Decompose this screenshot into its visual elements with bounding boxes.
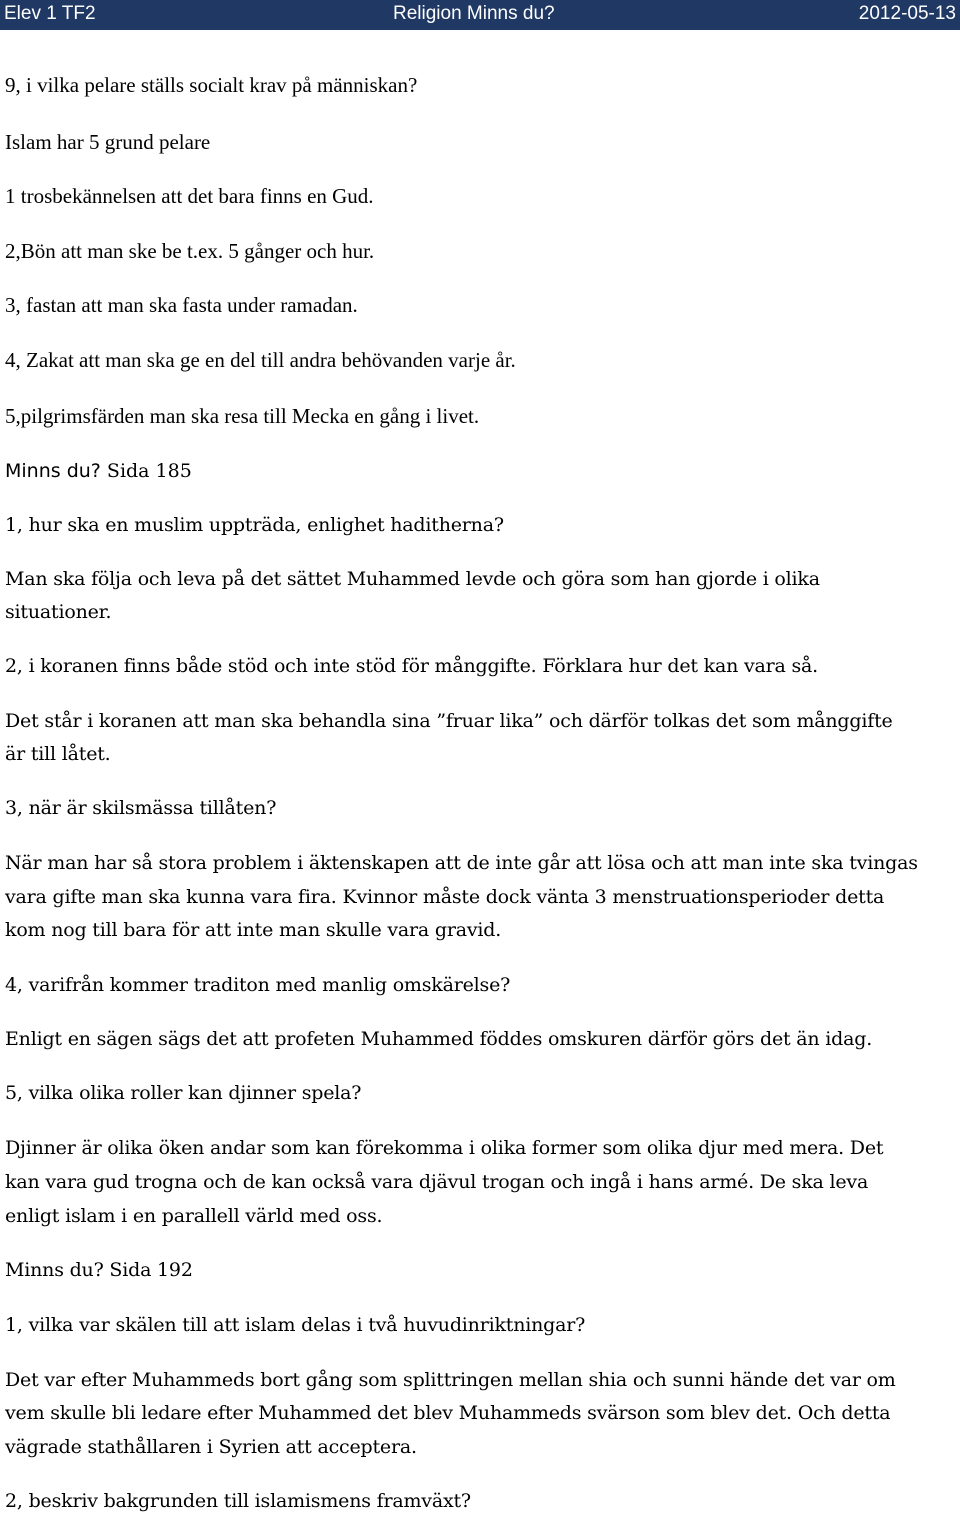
header-document-title: Religion Minns du? xyxy=(393,3,555,24)
section-heading-label: Minns du? xyxy=(5,460,101,482)
header-date: 2012-05-13 xyxy=(858,3,956,24)
question-line: 4, varifrån kommer traditon med manlig omskärelse? xyxy=(5,974,511,996)
answer-line: 5,pilgrimsfärden man ska resa till Mecka en gång i livet. xyxy=(5,404,480,428)
answer-line: vem skulle bli ledare efter Muhammed det blev Muhammeds svärson som blev det. Och detta xyxy=(5,1402,891,1424)
question-line: 2, beskriv bakgrunden till islamismens framväxt? xyxy=(5,1490,471,1512)
answer-line: 4, Zakat att man ska ge en del till andra behövanden varje år. xyxy=(5,348,516,372)
answer-line: Man ska följa och leva på det sättet Muhammed levde och göra som han gjorde i olika xyxy=(5,568,820,590)
answer-line: Djinner är olika öken andar som kan förekomma i olika former som olika djur med mera. Det xyxy=(5,1137,884,1159)
answer-line: kan vara gud trogna och de kan också vara djävul trogan och ingå i hans armé. De ska leva xyxy=(5,1171,869,1193)
section-heading xyxy=(5,459,960,483)
answer-line: enligt islam i en parallell värld med oss. xyxy=(5,1205,383,1227)
question-line: 3, när är skilsmässa tillåten? xyxy=(5,797,277,819)
section-heading: Minns du? Sida 192 xyxy=(5,1259,193,1281)
question-line: 1, hur ska en muslim uppträda, enlighet haditherna? xyxy=(5,514,504,536)
answer-line: 3, fastan att man ska fasta under ramadan. xyxy=(5,293,358,317)
answer-line: Enligt en sägen sägs det att profeten Muhammed föddes omskuren därför görs det än idag. xyxy=(5,1028,873,1050)
answer-line: vägrade stathållaren i Syrien att acceptera. xyxy=(5,1436,417,1458)
section-heading-page: Sida 185 xyxy=(100,460,192,482)
answer-line: 1 trosbekännelsen att det bara finns en Gud. xyxy=(5,184,374,208)
page-header xyxy=(0,0,960,30)
question-line: 2, i koranen finns både stöd och inte stöd för månggifte. Förklara hur det kan vara så. xyxy=(5,655,818,677)
answer-line: Det står i koranen att man ska behandla sina ”fruar lika” och därför tolkas det som månggifte xyxy=(5,710,893,732)
answer-line: 2,Bön att man ske be t.ex. 5 gånger och hur. xyxy=(5,239,375,263)
question-line: 5, vilka olika roller kan djinner spela? xyxy=(5,1082,362,1104)
answer-line: vara gifte man ska kunna vara fira. Kvinnor måste dock vänta 3 menstruationsperioder detta xyxy=(5,886,885,908)
header-student-label: Elev 1 TF2 xyxy=(4,3,96,24)
answer-line: Det var efter Muhammeds bort gång som splittringen mellan shia och sunni hände det var om xyxy=(5,1369,896,1391)
answer-line: Islam har 5 grund pelare xyxy=(5,130,211,154)
question-line: 9, i vilka pelare ställs socialt krav på människan? xyxy=(5,73,418,97)
answer-line: situationer. xyxy=(5,601,112,623)
answer-line: är till låtet. xyxy=(5,743,111,765)
question-line: 1, vilka var skälen till att islam delas i två huvudinriktningar? xyxy=(5,1314,586,1336)
answer-line: När man har så stora problem i äktenskapen att de inte går att lösa och att man inte ska tvingas xyxy=(5,852,918,874)
answer-line: kom nog till bara för att inte man skulle vara gravid. xyxy=(5,919,502,941)
